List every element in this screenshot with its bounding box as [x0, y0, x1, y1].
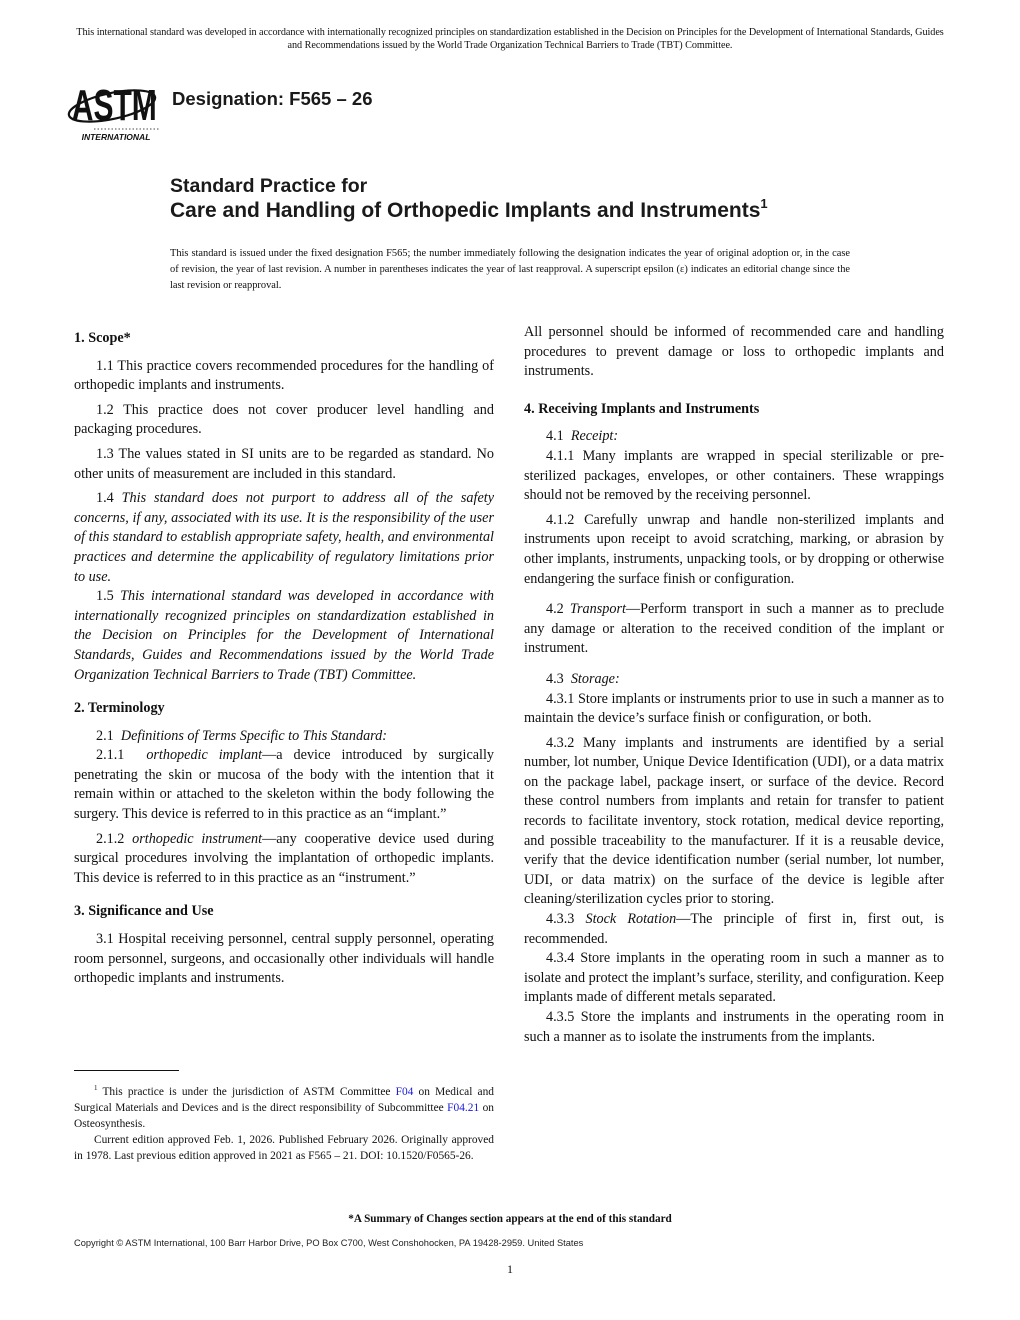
para-4-1-2: 4.1.2 Carefully unwrap and handle non-sterilized implants and instruments upon receipt to avoid scratching, marking, or abrasion by other implants, instruments, unpacking tools, or by dropping or otherwise endangering the surface finish or configuration.	[524, 511, 944, 587]
para-1-3: 1.3 The values stated in SI units are to be regarded as standard. No other units of measurement are included in this standard.	[74, 445, 494, 482]
link-subcommittee-f04-21[interactable]: F04.21	[447, 1101, 480, 1114]
para-4-3-4: 4.3.4 Store implants in the operating room in such a manner as to isolate and protect the implant’s surface, sterility, and configuration. Keep implants made of different metals separated.	[524, 950, 944, 1006]
section-heading-terminology: 2. Terminology	[74, 700, 165, 717]
para-1-2: 1.2 This practice does not cover producer level handling and packaging procedures.	[74, 401, 494, 438]
summary-of-changes-note: *A Summary of Changes section appears at the end of this standard	[348, 1213, 672, 1225]
left-column	[74, 323, 494, 994]
para-4-3-5: 4.3.5 Store the implants and instruments in the operating room in such a manner as to isolate the instruments from the implants.	[524, 1009, 944, 1045]
para-4-2: 4.2 Transport—Perform transport in such a manner as to preclude any damage or alteration to the received condition of the implant or instrument.	[524, 601, 945, 657]
section-heading-scope: 1. Scope*	[74, 330, 131, 346]
svg-text:INTERNATIONAL: INTERNATIONAL	[81, 132, 151, 142]
para-4-3: 4.3 Storage:	[546, 670, 620, 687]
para-4-3-3: 4.3.3 Stock Rotation—The principle of first in, first out, is recommended.	[524, 911, 944, 947]
designation: Designation: F565 – 26	[172, 88, 373, 109]
astm-logo-icon	[64, 78, 164, 144]
para-1-5: 1.5 This international standard was developed in accordance with internationally recognized principles on standardization established in the Decision on Principles for the Development of International Standards, Guides and Recommendations issued by the World Trade Organization Technical Barriers to Trade (TBT) Committee.	[74, 588, 494, 683]
right-column	[524, 323, 944, 1052]
section-heading-receiving: 4. Receiving Implants and Instruments	[524, 400, 760, 417]
page-number: 1	[507, 1262, 513, 1276]
preamble-notice: This international standard was developed in accordance with internationally recognized principles on standardization established in the Decision on Principles for the Development of International Standards, Guides and Recommendations issued by the World Trade Organization Technical Barriers to Trade (TBT) Committee.	[76, 27, 944, 51]
para-4-1: 4.1 Receipt:	[546, 428, 619, 445]
para-1-1: 1.1 This practice covers recommended procedures for the handling of orthopedic implants and instruments.	[74, 357, 494, 394]
para-3-1-continued: All personnel should be informed of recommended care and handling procedures to prevent damage or loss to orthopedic implants and instruments.	[524, 324, 944, 380]
para-2-1: 2.1 Definitions of Terms Specific to This Standard:	[96, 727, 387, 744]
issued-note: This standard is issued under the fixed designation F565; the number immediately following the designation indicates the year of original adoption or, in the case of revision, the year of last revision. A number in parentheses indicates the year of last reapproval. A superscript epsilon (ε) indicates an editorial change since the last revision or reapproval.	[170, 248, 850, 291]
para-2-1-1: 2.1.1 orthopedic implant—a device introduced by surgically penetrating the skin or mucosa of the body with the intention that it remain within or attached to the skeleton within the body following the surgery. This device is referred to in this practice as an “implant.”	[74, 747, 495, 823]
footnote	[74, 1080, 494, 1164]
para-4-3-1: 4.3.1 Store implants or instruments prior to use in such a manner as to maintain the device’s surface finish or configuration, or both.	[524, 690, 944, 727]
footnote-edition: Current edition approved Feb. 1, 2026. Published February 2026. Originally approved in 1978. Last previous edition approved in 2021 as F565 – 21. DOI: 10.1520/F0565-26.	[74, 1133, 494, 1162]
para-4-3-2: 4.3.2 Many implants and instruments are identified by a serial number, lot number, Unique Device Identification (UDI), or a data matrix on the package label, package insert, or surface of the device. Record these control numbers from implants and retain for transfer to patient records to facilitate inventory, stock rotation, medical device reporting, and possible traceability to the manufacturer. If it is a reusable device, verify that the device identification number (serial number, lot number, UDI, or data matrix) on the surface of the device is legible after cleaning/sterilization cycles prior to storing.	[524, 734, 944, 908]
para-4-1-1: 4.1.1 Many implants are wrapped in special sterilizable or pre-sterilized packages, envelopes, or other containers. These wrappings should not be removed by the receiving personnel.	[524, 447, 944, 504]
copyright: Copyright © ASTM International, 100 Barr Harbor Drive, PO Box C700, West Conshohocken, PA 19428-2959. United States	[74, 1238, 584, 1248]
title-line-1: Standard Practice for	[170, 175, 368, 197]
footnote-1: $^1$ This practice is under the jurisdiction of ASTM Committee F04 on Medical and Surgical Materials and Devices and is the direct responsibility of Subcommittee F04.21 on Osteosynthesis.	[74, 1084, 494, 1130]
footnote-divider	[74, 1070, 179, 1071]
para-2-1-2: 2.1.2 orthopedic instrument—any cooperative device used during surgical procedures involving the implantation of orthopedic implants. This device is referred to in this practice as an “instrument.”	[74, 830, 494, 886]
link-committee-f04[interactable]: F04	[395, 1085, 414, 1098]
para-3-1: 3.1 Hospital receiving personnel, central supply personnel, operating room personnel, surgeons, and occasionally other individuals will handle orthopedic implants and instruments.	[74, 931, 494, 987]
title-footnote-mark[interactable]: 1	[760, 196, 768, 211]
page-title	[170, 196, 768, 223]
para-1-4: 1.4 This standard does not purport to address all of the safety concerns, if any, associated with its use. It is the responsibility of the user of this standard to establish appropriate safety, health, and environmental practices and determine the applicability of regulatory limitations prior to use.	[74, 490, 494, 585]
svg-text:ASTM: ASTM	[71, 80, 157, 130]
section-heading-significance: 3. Significance and Use	[74, 903, 214, 920]
title-text: Care and Handling of Orthopedic Implants and Instruments	[170, 199, 761, 222]
